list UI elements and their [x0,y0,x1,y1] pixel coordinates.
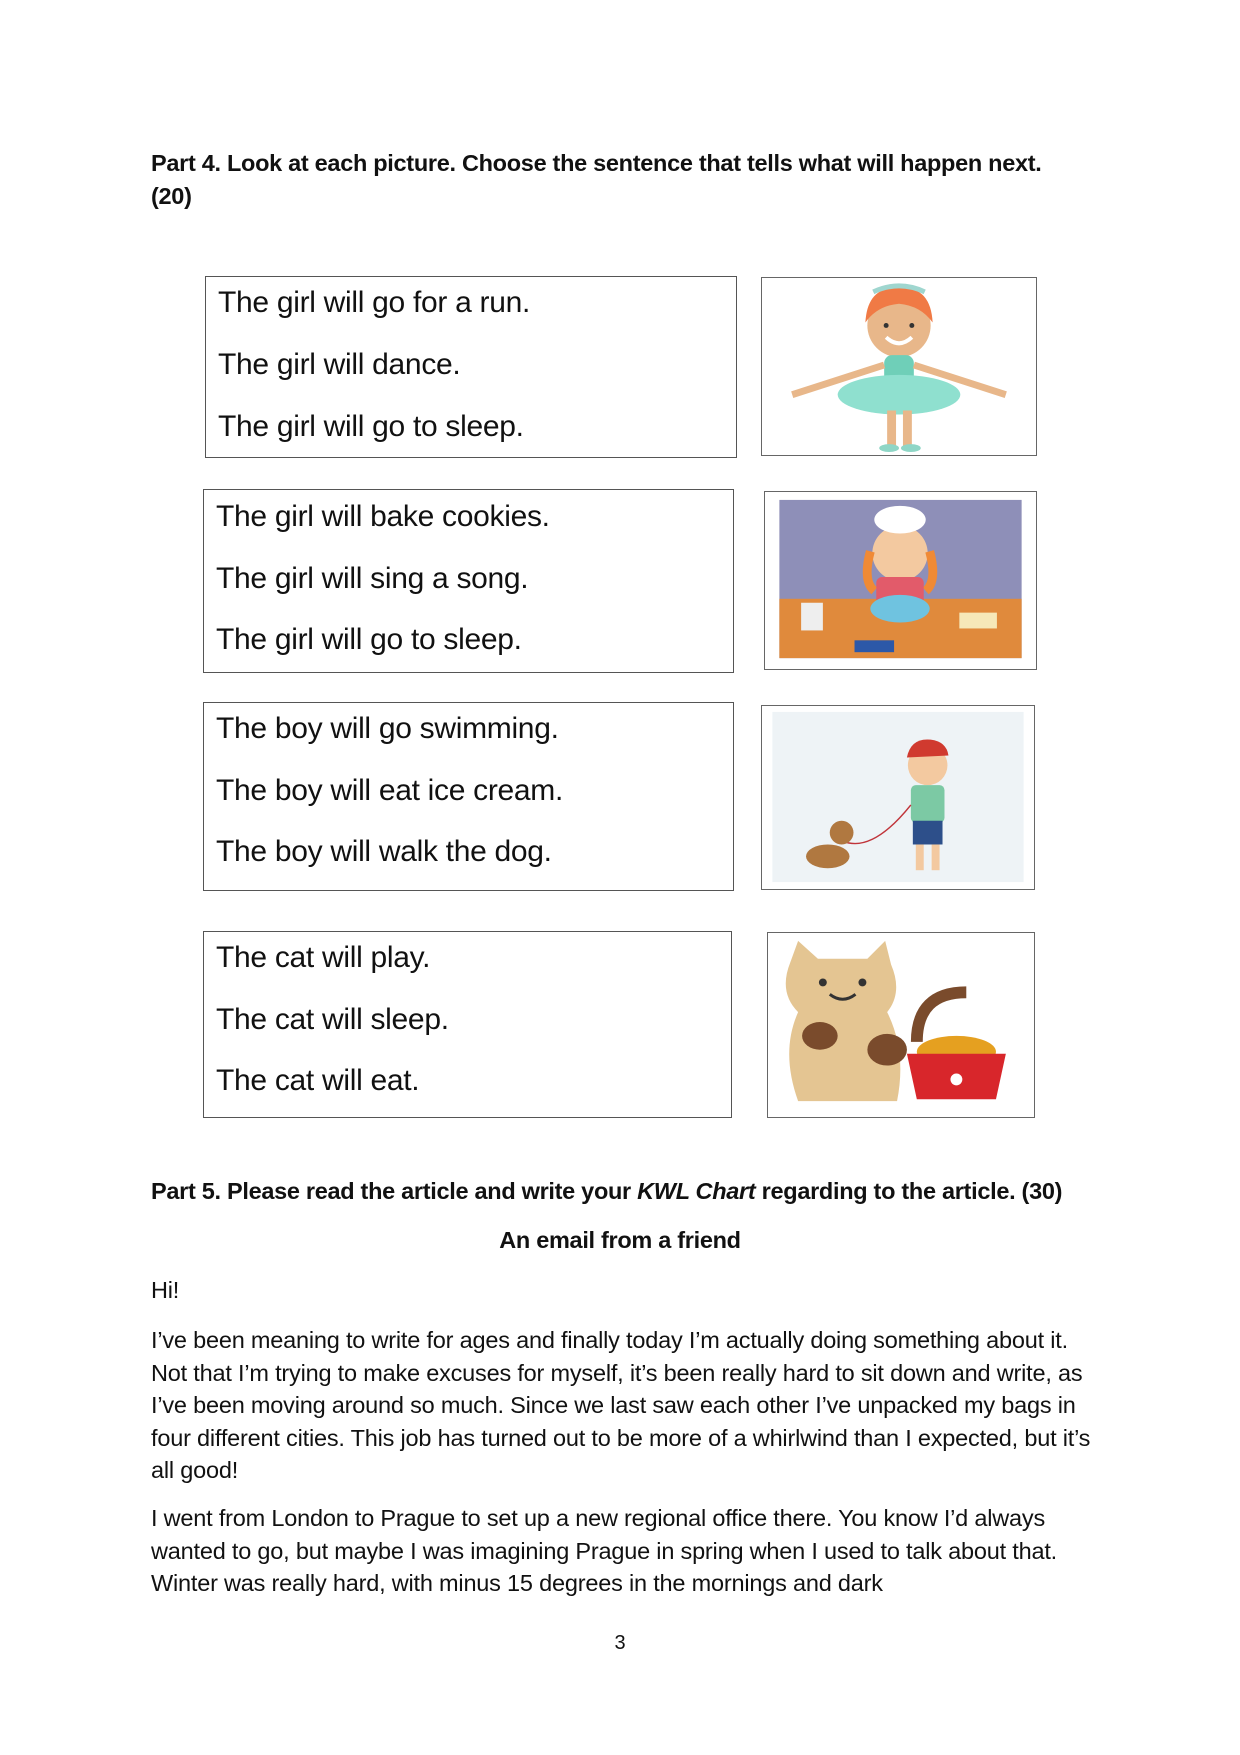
option[interactable]: The girl will sing a song. [216,562,529,595]
question-1-options [205,276,737,458]
email-greeting: Hi! [151,1277,180,1303]
email-paragraph-1: I’ve been meaning to write for ages and finally today I’m actually doing something about it. Not that I’m trying to make excuses for myself, it’s been really hard to sit down and write, as I’ve been moving around so much. Since we last saw each other I’ve unpacked my bags in four different cities. This job has turned out to be more of a whirlwind than I expected, but it’s all good! [151,1327,1091,1483]
option[interactable]: The cat will sleep. [216,1003,449,1036]
girl-baking-icon [764,491,1037,670]
part4-heading [151,150,1042,210]
option[interactable]: The girl will go to sleep. [216,623,522,656]
part5-heading-points: regarding to the article. (30) [755,1178,1063,1204]
option[interactable]: The girl will bake cookies. [216,500,550,533]
option[interactable]: The cat will play. [216,941,431,974]
page-number: 3 [614,1632,626,1654]
question-4-options [203,931,732,1118]
boy-with-dog-icon [761,705,1035,890]
option[interactable]: The boy will go swimming. [216,712,559,745]
part4-heading-points: (20) [151,183,192,209]
option[interactable]: The boy will eat ice cream. [216,774,564,807]
cat-with-food-bowl-icon [767,932,1035,1118]
part5-heading-text: Part 5. Please read the article and write your [151,1178,638,1204]
part5-heading [151,1178,1062,1205]
article-title: An email from a friend [499,1227,741,1253]
option[interactable]: The girl will go to sleep. [218,410,524,443]
email-paragraph-2: I went from London to Prague to set up a new regional office there. You know I’d always wanted to go, but maybe I was imagining Prague in spring when I used to talk about that. Winter was really hard, with minus 15 degrees in the mornings and dark [151,1505,1057,1596]
option[interactable]: The girl will go for a run. [218,286,531,319]
question-3-options [203,702,734,891]
option[interactable]: The girl will dance. [218,348,461,381]
kwl-chart-term: KWL Chart [637,1178,756,1204]
question-2-options [203,489,734,673]
option[interactable]: The boy will walk the dog. [216,835,552,868]
ballerina-icon [761,277,1037,456]
option[interactable]: The cat will eat. [216,1064,420,1097]
part4-heading-line1: Part 4. Look at each picture. Choose the sentence that tells what will happen next. [151,150,1042,176]
